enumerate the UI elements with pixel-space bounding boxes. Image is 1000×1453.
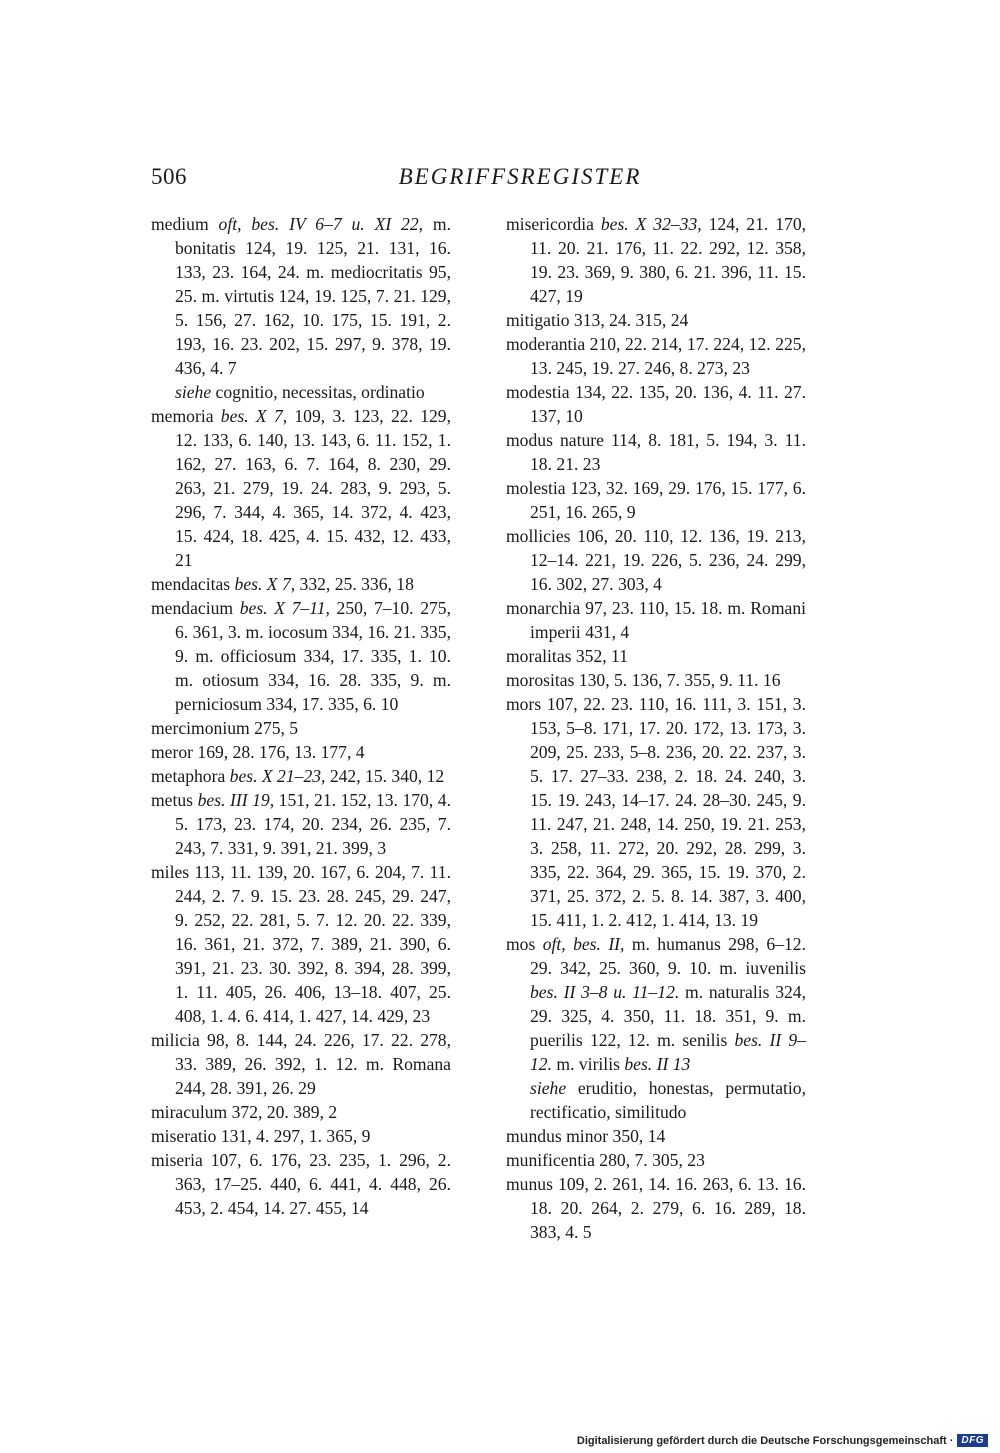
index-column-left <box>151 212 451 1220</box>
index-entry: mundus minor 350, 14 <box>506 1126 666 1146</box>
index-entry: modus nature 114, 8. 181, 5. 194, 3. 11. 18. 21. 23 <box>506 430 806 474</box>
index-entry: meror 169, 28. 176, 13. 177, 4 <box>151 742 365 762</box>
index-entry: milicia 98, 8. 144, 24. 226, 17. 22. 278, 33. 389, 26. 392, 1. 12. m. Romana 244, 28. 391, 26. 29 <box>151 1030 451 1098</box>
index-entry: moralitas 352, 11 <box>506 646 628 666</box>
footer-text: Digitalisierung gefördert durch die Deutsche Forschungsgemeinschaft · <box>576 1434 954 1447</box>
index-entry: mercimonium 275, 5 <box>151 718 299 738</box>
index-entry: metus bes. III 19, 151, 21. 152, 13. 170, 4. 5. 173, 23. 174, 20. 234, 26. 235, 7. 243, 7. 331, 9. 391, 21. 399, 3 <box>151 790 451 858</box>
cross-reference: siehe eruditio, honestas, permutatio, rectificatio, similitudo <box>530 1078 806 1122</box>
page-number: 506 <box>151 164 187 189</box>
index-entry: mos oft, bes. II, m. humanus 298, 6–12. 29. 342, 25. 360, 9. 10. m. iuvenilis bes. II 3–8 u. 11–12. m. naturalis 324, 29. 325, 4. 350, 11. 18. 351, 9. m. puerilis 122, 12. m. senilis bes. II 9–12. m. virilis bes. II 13 <box>506 934 806 1074</box>
footer-credit <box>577 1434 988 1447</box>
index-entry: memoria bes. X 7, 109, 3. 123, 22. 129, 12. 133, 6. 140, 13. 143, 6. 11. 152, 1. 162, 27. 163, 6. 7. 164, 8. 230, 29. 263, 21. 279, 19. 24. 283, 9. 293, 5. 296, 7. 344, 4. 365, 14. 372, 4. 423, 15. 424, 18. 425, 4. 15. 432, 12. 433, 21 <box>151 406 451 570</box>
cross-reference: siehe cognitio, necessitas, ordinatio <box>175 382 425 402</box>
index-entry: munus 109, 2. 261, 14. 16. 263, 6. 13. 16. 18. 20. 264, 2. 279, 6. 16. 289, 18. 383, 4. 5 <box>506 1174 806 1242</box>
index-entry: medium oft, bes. IV 6–7 u. XI 22, m. bonitatis 124, 19. 125, 21. 131, 16. 133, 23. 164, 24. m. mediocritatis 95, 25. m. virtutis 124, 19. 125, 7. 21. 129, 5. 156, 27. 162, 10. 175, 15. 191, 2. 193, 16. 23. 202, 15. 297, 9. 378, 19. 436, 4. 7 <box>151 214 451 378</box>
index-entry: moderantia 210, 22. 214, 17. 224, 12. 225, 13. 245, 19. 27. 246, 8. 273, 23 <box>506 334 806 378</box>
running-title: BEGRIFFSREGISTER <box>398 164 642 189</box>
index-column-right <box>506 212 806 1244</box>
index-entry: misericordia bes. X 32–33, 124, 21. 170, 11. 20. 21. 176, 11. 22. 292, 12. 358, 19. 23. 369, 9. 380, 6. 21. 396, 11. 15. 427, 19 <box>506 214 807 306</box>
index-entry: morositas 130, 5. 136, 7. 355, 9. 11. 16 <box>506 670 781 690</box>
index-entry: munificentia 280, 7. 305, 23 <box>506 1150 705 1170</box>
index-entry: modestia 134, 22. 135, 20. 136, 4. 11. 27. 137, 10 <box>506 382 806 426</box>
index-entry: metaphora bes. X 21–23, 242, 15. 340, 12 <box>151 766 445 786</box>
index-entry: miseria 107, 6. 176, 23. 235, 1. 296, 2. 363, 17–25. 440, 6. 441, 4. 448, 26. 453, 2. 454, 14. 27. 455, 14 <box>151 1150 451 1218</box>
index-entry: mors 107, 22. 23. 110, 16. 111, 3. 151, 3. 153, 5–8. 171, 17. 20. 172, 13. 173, 3. 209, 25. 233, 5–8. 236, 20. 22. 237, 3. 5. 17. 27–33. 238, 2. 18. 24. 240, 3. 15. 19. 243, 14–17. 24. 28–30. 245, 9. 11. 247, 21. 248, 14. 250, 19. 21. 253, 3. 258, 11. 272, 20. 292, 28. 299, 3. 335, 22. 364, 29. 365, 15. 19. 370, 2. 371, 25. 372, 2. 5. 8. 14. 387, 3. 400, 15. 411, 1. 2. 412, 1. 414, 13. 19 <box>506 694 806 930</box>
index-entry: miraculum 372, 20. 389, 2 <box>151 1102 338 1122</box>
index-entry: mitigatio 313, 24. 315, 24 <box>506 310 689 330</box>
index-entry: mollicies 106, 20. 110, 12. 136, 19. 213, 12–14. 221, 19. 226, 5. 236, 24. 299, 16. 302, 27. 303, 4 <box>506 526 806 594</box>
dfg-logo: DFG <box>957 1434 988 1447</box>
index-entry: mendacium bes. X 7–11, 250, 7–10. 275, 6. 361, 3. m. iocosum 334, 16. 21. 335, 9. m. officiosum 334, 17. 335, 1. 10. m. otiosum 334, 16. 28. 335, 9. m. perniciosum 334, 17. 335, 6. 10 <box>151 598 451 714</box>
index-entry: miles 113, 11. 139, 20. 167, 6. 204, 7. 11. 244, 2. 7. 9. 15. 23. 28. 245, 29. 247, 9. 252, 22. 281, 5. 7. 12. 20. 22. 339, 16. 361, 21. 372, 7. 389, 21. 390, 6. 391, 21. 23. 30. 392, 8. 394, 28. 399, 1. 11. 405, 26. 406, 13–18. 407, 25. 408, 1. 4. 6. 414, 1. 427, 14. 429, 23 <box>151 862 451 1026</box>
index-entry: mendacitas bes. X 7, 332, 25. 336, 18 <box>151 574 414 594</box>
index-entry: molestia 123, 32. 169, 29. 176, 15. 177, 6. 251, 16. 265, 9 <box>506 478 806 522</box>
index-entry: miseratio 131, 4. 297, 1. 365, 9 <box>151 1126 371 1146</box>
index-entry: monarchia 97, 23. 110, 15. 18. m. Romani imperii 431, 4 <box>506 598 806 642</box>
